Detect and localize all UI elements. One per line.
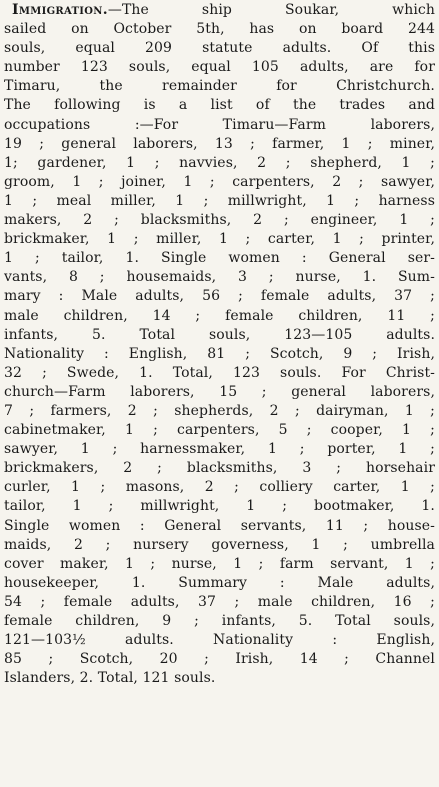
article-line-11: 1 ; meal miller, 1 ; millwright, 1 ; harness — [4, 192, 435, 209]
article-line-25: brickmakers, 2 ; blacksmiths, 3 ; horsehair — [4, 460, 435, 477]
article-line-34: 121—103½ adults. Nationality : English, — [4, 632, 435, 649]
article-line-32: 54 ; female adults, 37 ; male children, 16 ; — [4, 593, 435, 610]
article-line-21: church—Farm laborers, 15 ; general laborers, — [4, 383, 435, 400]
article-line-1-text: —The ship Soukar, which — [107, 2, 435, 18]
article-line-5: Timaru, the remainder for Christchurch. — [4, 78, 435, 95]
article-line-26: curler, 1 ; masons, 2 ; colliery carter, 1 ; — [4, 479, 435, 496]
article-line-16: mary : Male adults, 56 ; female adults, 37 ; — [4, 288, 435, 305]
article-line-20: 32 ; Swede, 1. Total, 123 souls. For Christ- — [4, 364, 435, 381]
article-line-23: cabinetmaker, 1 ; carpenters, 5 ; cooper, 1 ; — [4, 422, 435, 439]
article-line-33: female children, 9 ; infants, 5. Total souls, — [4, 613, 435, 629]
article-line-35: 85 ; Scotch, 20 ; Irish, 14 ; Channel — [4, 651, 435, 668]
article-line-31: housekeeper, 1. Summary : Male adults, — [4, 574, 435, 591]
newspaper-article — [4, 1, 435, 688]
article-line-1 — [4, 1, 435, 20]
article-line-17: male children, 14 ; female children, 11 ; — [4, 307, 435, 324]
article-line-24: sawyer, 1 ; harnessmaker, 1 ; porter, 1 ; — [4, 441, 435, 458]
article-line-22: 7 ; farmers, 2 ; shepherds, 2 ; dairyman, 1 ; — [4, 402, 435, 419]
article-line-29: maids, 2 ; nursery governess, 1 ; umbrella — [4, 536, 435, 553]
article-line-19: Nationality : English, 81 ; Scotch, 9 ; Irish, — [4, 345, 435, 362]
article-line-7: occupations :—For Timaru—Farm laborers, — [4, 116, 435, 133]
article-line-4: number 123 souls, equal 105 adults, are for — [4, 59, 435, 76]
article-line-18: infants, 5. Total souls, 123—105 adults. — [4, 326, 435, 343]
article-line-14: 1 ; tailor, 1. Single women : General ser- — [4, 250, 435, 267]
article-line-2: sailed on October 5th, has on board 244 — [4, 21, 435, 38]
article-line-28: Single women : General servants, 11 ; house- — [4, 517, 435, 534]
article-line-6: The following is a list of the trades and — [4, 97, 435, 114]
article-line-36: Islanders, 2. Total, 121 souls. — [4, 670, 216, 687]
article-line-27: tailor, 1 ; millwright, 1 ; bootmaker, 1. — [4, 498, 435, 515]
article-line-8: 19 ; general laborers, 13 ; farmer, 1 ; miner, — [4, 135, 435, 152]
article-heading: Immigration. — [12, 2, 108, 18]
article-line-3: souls, equal 209 statute adults. Of this — [4, 40, 435, 57]
article-line-10: groom, 1 ; joiner, 1 ; carpenters, 2 ; sawyer, — [4, 173, 435, 190]
article-line-13: brickmaker, 1 ; miller, 1 ; carter, 1 ; printer, — [4, 231, 435, 248]
article-line-15: vants, 8 ; housemaids, 3 ; nurse, 1. Sum- — [4, 269, 435, 286]
article-line-30: cover maker, 1 ; nurse, 1 ; farm servant, 1 ; — [4, 555, 435, 572]
article-line-9: 1; gardener, 1 ; navvies, 2 ; shepherd, 1 ; — [4, 154, 435, 171]
article-line-12: makers, 2 ; blacksmiths, 2 ; engineer, 1 ; — [4, 212, 435, 229]
